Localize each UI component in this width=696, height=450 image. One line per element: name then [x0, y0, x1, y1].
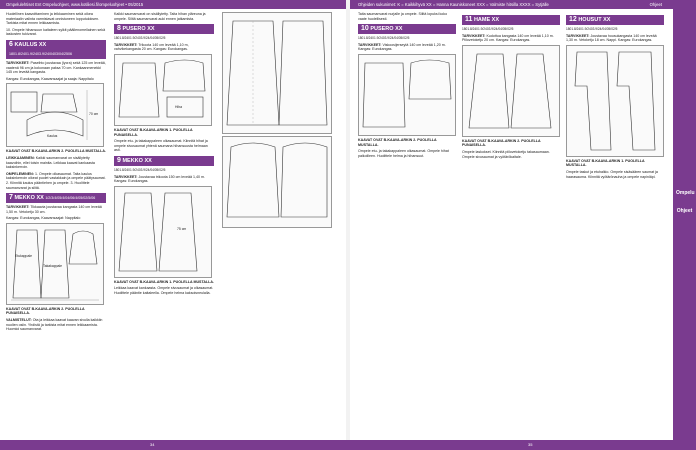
- section-header-12: 12 HOUSUT XX: [566, 15, 664, 25]
- materials-text-9: Joustavaa trikoota 150 cm leveää 1,40 m. Kangas: Eurokangas.: [114, 174, 205, 184]
- back-label: Takakappale: [43, 263, 63, 268]
- section-header-6: 6 KAULUS XX 1801.8/2401.9/2403.9/24/0403/04/2506: [6, 40, 106, 59]
- right-page-number: 35: [528, 442, 533, 447]
- note-text: 10. Ompele hihansuun kaitaleen sylkit päällenomellainen sekä laskosten tukivarat.: [6, 27, 106, 37]
- materials-text-7: Tikkaavia joustavaa kangasta 140 cm leveää 1,50 m. Vetoketju 30 cm.: [6, 205, 102, 214]
- left-column-1: Huolellinen kaavoittaminen ja leikkaaminen sekä oikea materiaalin valinta varmistavat onnistuneen lopputuloksen. Tarkista mitat ennen leikkaamista. 10. Ompele hihansuun kaitaleen sylkit päällenomellainen sekä laskosten tukivarat. 6 KAULUS XX 1801.8/2401.9/2403.9/24/0403/04/2506 TARVIKKEET: Paseihto joustavaa (lycra) sekä 125 cm leveää, vaatenä 96 cm ja kokonaan paksa 70 cm. Kankaanmenekki 145 cm leveää kangasta. Kangas: Eurokangas, Kaavansaajat ja saaja: Nappitalo Kaulus 70 cm KAAVAT OVAT B-KAAVA-ARKIN 2. PUOLELLA MUSTALLA. LEIKKAAMINEN: Kaikki saumanvarat on sisällytetty kaavoihin, ellei toisin mainita. Leikkaa kaavat kankaasta kaksinkerroin. OMPELEMINEN: 1. Ompele olkasaumat. Taita kaulus kaksinkerroin oikeat puolet vastakkain ja ompele päätysaumat. 2. Kiinnitä kaulus pääntiehen ja ompele. 3. Huolittele saumanvarat ja silitä. 7 MEKKO XX 1/2/3/4/05/4/04/06/4/05/02/5/06 TARVIKKEET: Tikkaavia joustavaa kangasta 140 cm leveää 1,50 m. Vetoketju 30 cm. Kangas: Eurokangas, Kaavansaajat: Nappitalo Etukappale Takakappale KAAVAT OVAT B-KAAVA-ARKIN 2. PUOLELLA PUNAISELLA. VALMISTELUT: Ota ja leikkaa kaavat kaavan sivulla kaikkiin nuolien osiin. Yhdistä ja tarkista mitat ennen leikkaamista. Huomioi saumanvarat.: [6, 12, 106, 332]
- left-column-2: Kaikki saumanvarat on sisällytetty. Taita hihan yläreuna ja ompele. Silitä saumanvarat auki ennen jatkamista. 8 PUSERO XX 1801.8/2401.9/2403.9/24/04/05/02/5 TARVIKKEET: Trikoota 140 cm leveää 1,10 m, vahvikekangasta 20 cm. Kangas: Eurokangas. Hiha KAAVAT OVAT B-KAAVA-ARKIN 1. PUOLELLA PUNAISELLA. Ompele etu- ja takakappaleen olkasaumat. Kiinnitä hihat ja ompele sivusaumat yhtenä saumana hihansuusta helmaan asti. 9 MEKKO XX 1801.8/2401.9/2403.9/24/04/05/02/5 TARVIKKEET: Joustavaa trikoota 150 cm leveää 1,40 m. Kangas: Eurokangas. 75 cm KAAVAT OVAT B-KAAVA-ARKIN 1. PUOLELLA MUSTALLA. Leikkaa kaavat kankaasta. Ompele sivusaumat ja olkasaumat. Huolittele pääntie kaitaleella. Ompele helma kaksoisneulalla.: [114, 12, 214, 295]
- pattern-figure-bodice: [222, 136, 332, 228]
- cutting-text-6: Kaikki saumanvarat on sisällytetty kaavoihin, ellei toisin mainita. Leikkaa kaavat kankaasta kaksinkerroin.: [6, 155, 95, 170]
- mid-intro: Kaikki saumanvarat on sisällytetty. Taita hihan yläreuna ja ompele. Silitä saumanvarat auki ennen jatkamista.: [114, 12, 206, 21]
- subheading-10: KAAVAT OVAT B-KAAVA-ARKIN 2. PUOLELLA MUSTALLA.: [358, 137, 437, 147]
- pattern-figure-7: [6, 223, 104, 305]
- instructions-12: Ompele taskut ja etuhalkio. Ompele sisäsäären saumat ja haarasauma. Kiinnitä vyötärönauha ja ompele napinläpi.: [566, 169, 658, 179]
- pattern-diagram-large: [223, 13, 331, 133]
- fabric-note-7: Kangas: Eurokangas, Kaavansaajat: Nappitalo: [6, 216, 81, 221]
- code-8: 1801.8/2401.9/2403.9/24/04/05/02/5: [114, 36, 166, 41]
- pattern-diagram-blouse: [115, 55, 211, 125]
- code-10: 1801.8/2401.9/2403.9/24/04/05/02/5: [358, 36, 410, 41]
- code-9: 1801.8/2401.9/2403.9/24/04/05/02/5: [114, 167, 166, 172]
- side-tab-1: Ompelu: [676, 190, 695, 196]
- subheading-8: KAAVAT OVAT B-KAAVA-ARKIN 1. PUOLELLA PUNAISELLA.: [114, 127, 193, 137]
- pattern-figure-11: [462, 45, 560, 137]
- instructions-11: Ompele laskokset. Kiinnitä piilovetoketju takasaumaan. Ompele sivusaumat ja vyötärökaitale.: [462, 149, 550, 159]
- right-column-3: 12 HOUSUT XX 1801.8/2401.9/2403.9/24/04/05/02/5 TARVIKKEET: Joustavaa housukangasta 140 cm leveää 1,30 m. Vetoketju 18 cm. Nappi. Kangas: Eurokangas. KAAVAT OVAT B-KAAVA-ARKIN 1. PUOLELLA MUSTALLA. Ompele taskut ja etuhalkio. Ompele sisäsäären saumat ja haarasauma. Kiinnitä vyötärönauha ja ompele napinläpi.: [566, 12, 664, 181]
- right-column-2: 11 HAME XX 1801.8/2401.9/2403.9/24/04/05/02/5 TARVIKKEET: Kudottua kangasta 140 cm leveää 1,10 m. Piilovetoketju 20 cm. Kangas: Eurokangas. KAAVAT OVAT B-KAAVA-ARKIN 2. PUOLELLA PUNAISELLA. Ompele laskokset. Kiinnitä piilovetoketju takasaumaan. Ompele sivusaumat ja vyötärökaitale.: [462, 12, 560, 161]
- pattern-figure-9: [114, 186, 212, 278]
- pattern-figure-12: [566, 45, 664, 157]
- right-side-tab-bar: [673, 0, 696, 450]
- pattern-diagram-blouse-2: [359, 55, 455, 135]
- page-gutter: [346, 0, 350, 450]
- materials-text-11: Kudottua kangasta 140 cm leveää 1,10 m. Piilovetoketju 20 cm. Kangas: Eurokangas.: [462, 33, 554, 43]
- subheading-9: KAAVAT OVAT B-KAAVA-ARKIN 1. PUOLELLA MUSTALLA.: [114, 279, 214, 284]
- code-11: 1801.8/2401.9/2403.9/24/04/05/02/5: [462, 27, 514, 31]
- subheading-11: KAAVAT OVAT B-KAAVA-ARKIN 2. PUOLELLA PUNAISELLA.: [462, 138, 541, 148]
- section-header-11: 11 HAME XX: [462, 15, 560, 25]
- fabric-note-6: Kangas: Eurokangas, Kaavansaajat ja saaja: Nappitalo: [6, 76, 94, 81]
- right-header-logo: Ohjeet: [649, 2, 662, 7]
- right-header-text: Ohjeiden sukunimet: K = Kaikkihyvä XX = Hanna Kauniskoneet XXX = Valmiste hitsilla XXXX = Sytjälle: [358, 2, 549, 7]
- instructions-6: 1. Ompele olkasaumat. Taita kaulus kaksinkerroin oikeat puolet vastakkain ja ompele päätysaumat. 2. Kiinnitä kaulus pääntiehen ja ompele. 3. Huolittele saumanvarat ja silitä.: [6, 171, 106, 190]
- section-header-9: 9 MEKKO XX: [114, 156, 214, 166]
- bottom-banner: [0, 440, 696, 450]
- subheading-12: KAAVAT OVAT B-KAAVA-ARKIN 1. PUOLELLA MUSTALLA.: [566, 158, 645, 168]
- instructions-8: Ompele etu- ja takakappaleen olkasaumat. Kiinnitä hihat ja ompele sivusaumat yhtenä saumana hihansuusta helmaan asti.: [114, 139, 208, 153]
- instructions-9: Leikkaa kaavat kankaasta. Ompele sivusaumat ja olkasaumat. Huolittele pääntie kaitaleella. Ompele helma kaksoisneulalla.: [114, 286, 214, 295]
- pattern-figure-10: [358, 54, 456, 136]
- measure-label-b: 75 cm: [177, 226, 187, 231]
- pattern-diagram-skirt: [463, 46, 559, 136]
- right-column-1: Taita saumanvarat nurjalle ja ompele. Silitä lopuksi koko vaate huolellisesti. 10 PUSERO XX 1801.8/2401.9/2403.9/24/04/05/02/5 TARVIKKEET: Viskoosijerseytä 140 cm leveää 1,20 m. Kangas: Eurokangas. KAAVAT OVAT B-KAAVA-ARKIN 2. PUOLELLA MUSTALLA. Ompele etu- ja takakappaleen olkasaumat. Ompele hihat paikoilleen. Huolittele helma ja hihansuut.: [358, 12, 456, 160]
- left-page-number: 34: [150, 442, 155, 447]
- measure-label-a: 70 cm: [89, 112, 99, 117]
- pattern-figure-8: [114, 54, 212, 126]
- pattern-figure-large: [222, 12, 332, 134]
- collar-label: Kaulus: [47, 134, 58, 139]
- prep-text-7: Ota ja leikkaa kaavat kaavan sivulla kaikkiin nuolien osiin. Yhdistä ja tarkista mitat ennen leikkaamista. Huomioi saumanvarat.: [6, 318, 103, 332]
- section-header-8: 8 PUSERO XX: [114, 24, 214, 34]
- subheading-7: KAAVAT OVAT B-KAAVA-ARKIN 2. PUOLELLA PUNAISELLA.: [6, 306, 85, 316]
- subheading-6: KAAVAT OVAT B-KAAVA-ARKIN 2. PUOLELLA MUSTALLA.: [6, 149, 106, 154]
- pattern-diagram-dress-2: [115, 187, 211, 277]
- materials-text-6: Paseihto joustavaa (lycra) sekä 125 cm leveää, vaatenä 96 cm ja kokonaan paksa 70 cm. Kankaanmenekki 145 cm leveää kangasta.: [6, 60, 106, 75]
- section-header-7: 7 MEKKO XX 1/2/3/4/05/4/04/06/4/05/02/5/06: [6, 193, 106, 203]
- pattern-figure-6: [6, 83, 104, 147]
- intro-text: Huolellinen kaavoittaminen ja leikkaaminen sekä oikea materiaalin valinta varmistavat onnistuneen lopputuloksen. Tarkista mitat ennen leikkaamista.: [6, 12, 100, 26]
- section-header-10: 10 PUSERO XX: [358, 24, 456, 34]
- left-page: [6, 12, 332, 436]
- front-label: Etukappale: [15, 253, 32, 258]
- side-tab-2: Ohjeet: [676, 208, 693, 214]
- right-intro: Taita saumanvarat nurjalle ja ompele. Silitä lopuksi koko vaate huolellisesti.: [358, 12, 448, 21]
- instructions-10: Ompele etu- ja takakappaleen olkasaumat. Ompele hihat paikoilleen. Huolittele helma ja hihansuut.: [358, 149, 449, 158]
- pattern-diagram-trousers: [567, 46, 663, 156]
- code-12: 1801.8/2401.9/2403.9/24/04/05/02/5: [566, 27, 618, 31]
- pattern-diagram-bodice: [223, 137, 331, 227]
- materials-text-12: Joustavaa housukangasta 140 cm leveää 1,30 m. Vetoketju 18 cm. Nappi. Kangas: Eurokangas.: [566, 33, 657, 43]
- materials-text-8: Trikoota 140 cm leveää 1,10 m, vahvikekangasta 20 cm. Kangas: Eurokangas.: [114, 42, 189, 52]
- right-page: [358, 12, 664, 436]
- materials-text-10: Viskoosijerseytä 140 cm leveää 1,20 m. Kangas: Eurokangas.: [358, 42, 446, 52]
- left-header-text: Ompelulehtiset Ent Ompeluohjeet, www.kotiliesi.fi/ompeluohjeet • 05/2015: [6, 2, 144, 7]
- left-column-3: [222, 12, 332, 230]
- sleeve-label: Hiha: [175, 104, 182, 109]
